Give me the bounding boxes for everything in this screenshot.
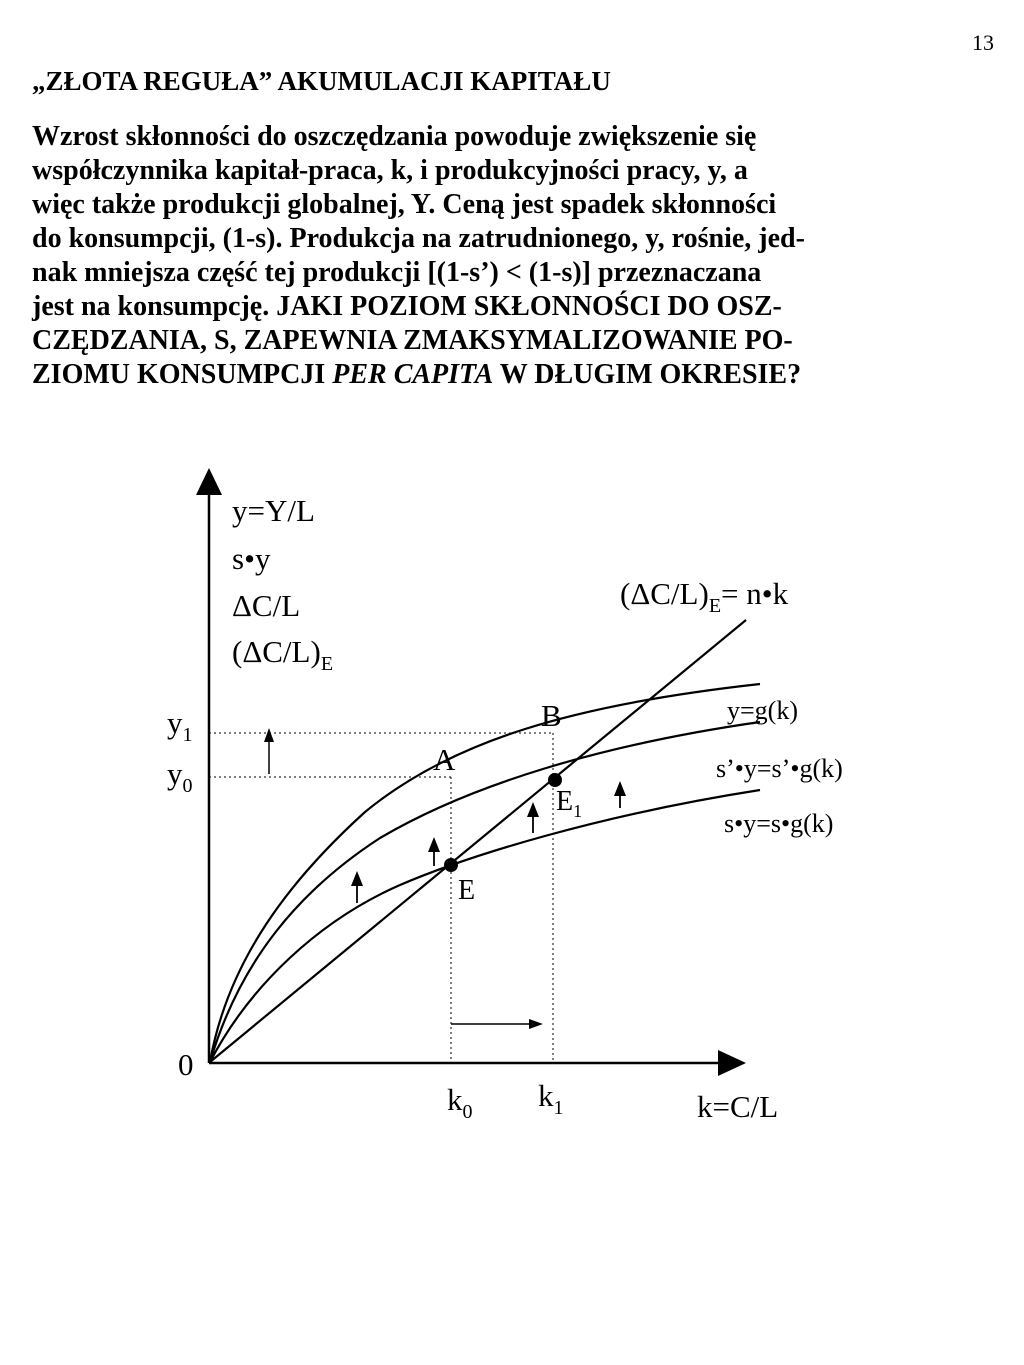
paragraph-line: współczynnika kapitał-praca, k, i produkcyjności pracy, y, a (32, 154, 748, 186)
y1-tick-label (167, 705, 193, 746)
label-part: g(k) (790, 809, 834, 838)
equilibrium-point-e1 (548, 773, 562, 787)
y-axis-label-y: y=Y/L (232, 493, 315, 528)
y0-tick-label (167, 756, 193, 797)
label-part: y (167, 756, 183, 791)
paragraph-text: W DŁUGIM OKRESIE? (493, 358, 802, 390)
break-even-line-label (620, 576, 789, 617)
x-axis-label: k=C/L (697, 1089, 779, 1124)
point-label-a: A (433, 742, 456, 777)
bullet-icon: • (790, 754, 800, 783)
label-subscript: 1 (553, 1097, 564, 1119)
label-subscript: 1 (573, 801, 583, 821)
label-subscript: 1 (182, 724, 193, 746)
x-axis-arrowhead (718, 1050, 746, 1076)
label-part: k (772, 576, 789, 611)
bullet-icon: • (734, 809, 744, 838)
production-curve-y-g-k (210, 684, 760, 1062)
paragraph-line: więc także produkcji globalnej, Y. Ceną jest spadek skłonności (32, 188, 777, 220)
label-part: y=s’ (743, 754, 791, 783)
bullet-icon: • (734, 754, 744, 783)
label-subscript: E (320, 653, 334, 675)
k-increase-arrow (451, 1019, 543, 1029)
y-axis-arrowhead (196, 468, 222, 495)
y-axis-label-dcl-e (232, 634, 333, 675)
label-part: g(k) (799, 754, 843, 783)
label-part: k (447, 1082, 463, 1117)
k0-tick-label (447, 1082, 473, 1123)
point-label-e1 (556, 786, 582, 821)
paragraph-line: CZĘDZANIA, S, ZAPEWNIA ZMAKSYMALIZOWANIE PO- (32, 324, 793, 356)
label-part: y (254, 541, 271, 576)
paragraph-text: ZIOMU KONSUMPCJI (32, 358, 333, 390)
paragraph-line: jest na konsumpcję. JAKI POZIOM SKŁONNOŚCI DO OSZ- (32, 290, 782, 322)
label-subscript: 0 (462, 1101, 473, 1123)
curve-label-s (724, 809, 833, 838)
bullet-icon: • (761, 576, 773, 611)
label-subscript: 0 (182, 775, 193, 797)
label-subscript: E (708, 595, 722, 617)
slide-title: „ZŁOTA REGUŁA” AKUMULACJI KAPITAŁU (32, 66, 611, 96)
label-part: = n (721, 576, 762, 611)
label-part: (ΔC/L) (620, 576, 709, 611)
paragraph-italic-text: PER CAPITA (332, 358, 494, 390)
page-number: 13 (972, 30, 994, 55)
shift-arrows-up (351, 781, 626, 903)
label-part: y=s (743, 809, 782, 838)
label-part: s (724, 809, 735, 838)
label-part: E (556, 786, 574, 817)
y-axis-label-sy (232, 541, 271, 576)
y-axis-label-dcl: ΔC/L (232, 588, 301, 623)
equilibrium-point-e (444, 858, 458, 872)
curve-label-s-prime (716, 754, 843, 783)
origin-label: 0 (178, 1047, 194, 1082)
label-part: s (232, 541, 245, 576)
k1-tick-label (538, 1078, 564, 1119)
paragraph-line: do konsumpcji, (1-s). Produkcja na zatrudnionego, y, rośnie, jed- (32, 222, 805, 254)
point-label-b: B (541, 698, 562, 733)
point-label-e: E (458, 875, 476, 906)
savings-curve-s (210, 790, 760, 1062)
break-even-line (210, 620, 746, 1062)
paragraph-line: nak mniejsza część tej produkcji [(1-s’) < (1-s)] przeznaczana (32, 256, 762, 288)
label-part: k (538, 1078, 554, 1113)
curve-label-y: y=g(k) (727, 696, 798, 725)
paragraph-line: Wzrost skłonności do oszczędzania powoduje zwiększenie się (32, 121, 757, 152)
label-part: (ΔC/L) (232, 634, 321, 669)
y-increase-arrow (264, 728, 274, 774)
bullet-icon: • (244, 541, 255, 576)
bullet-icon: • (781, 809, 791, 838)
label-part: y (167, 705, 183, 740)
savings-curve-s-prime (210, 722, 760, 1062)
label-part: s’ (716, 754, 735, 783)
